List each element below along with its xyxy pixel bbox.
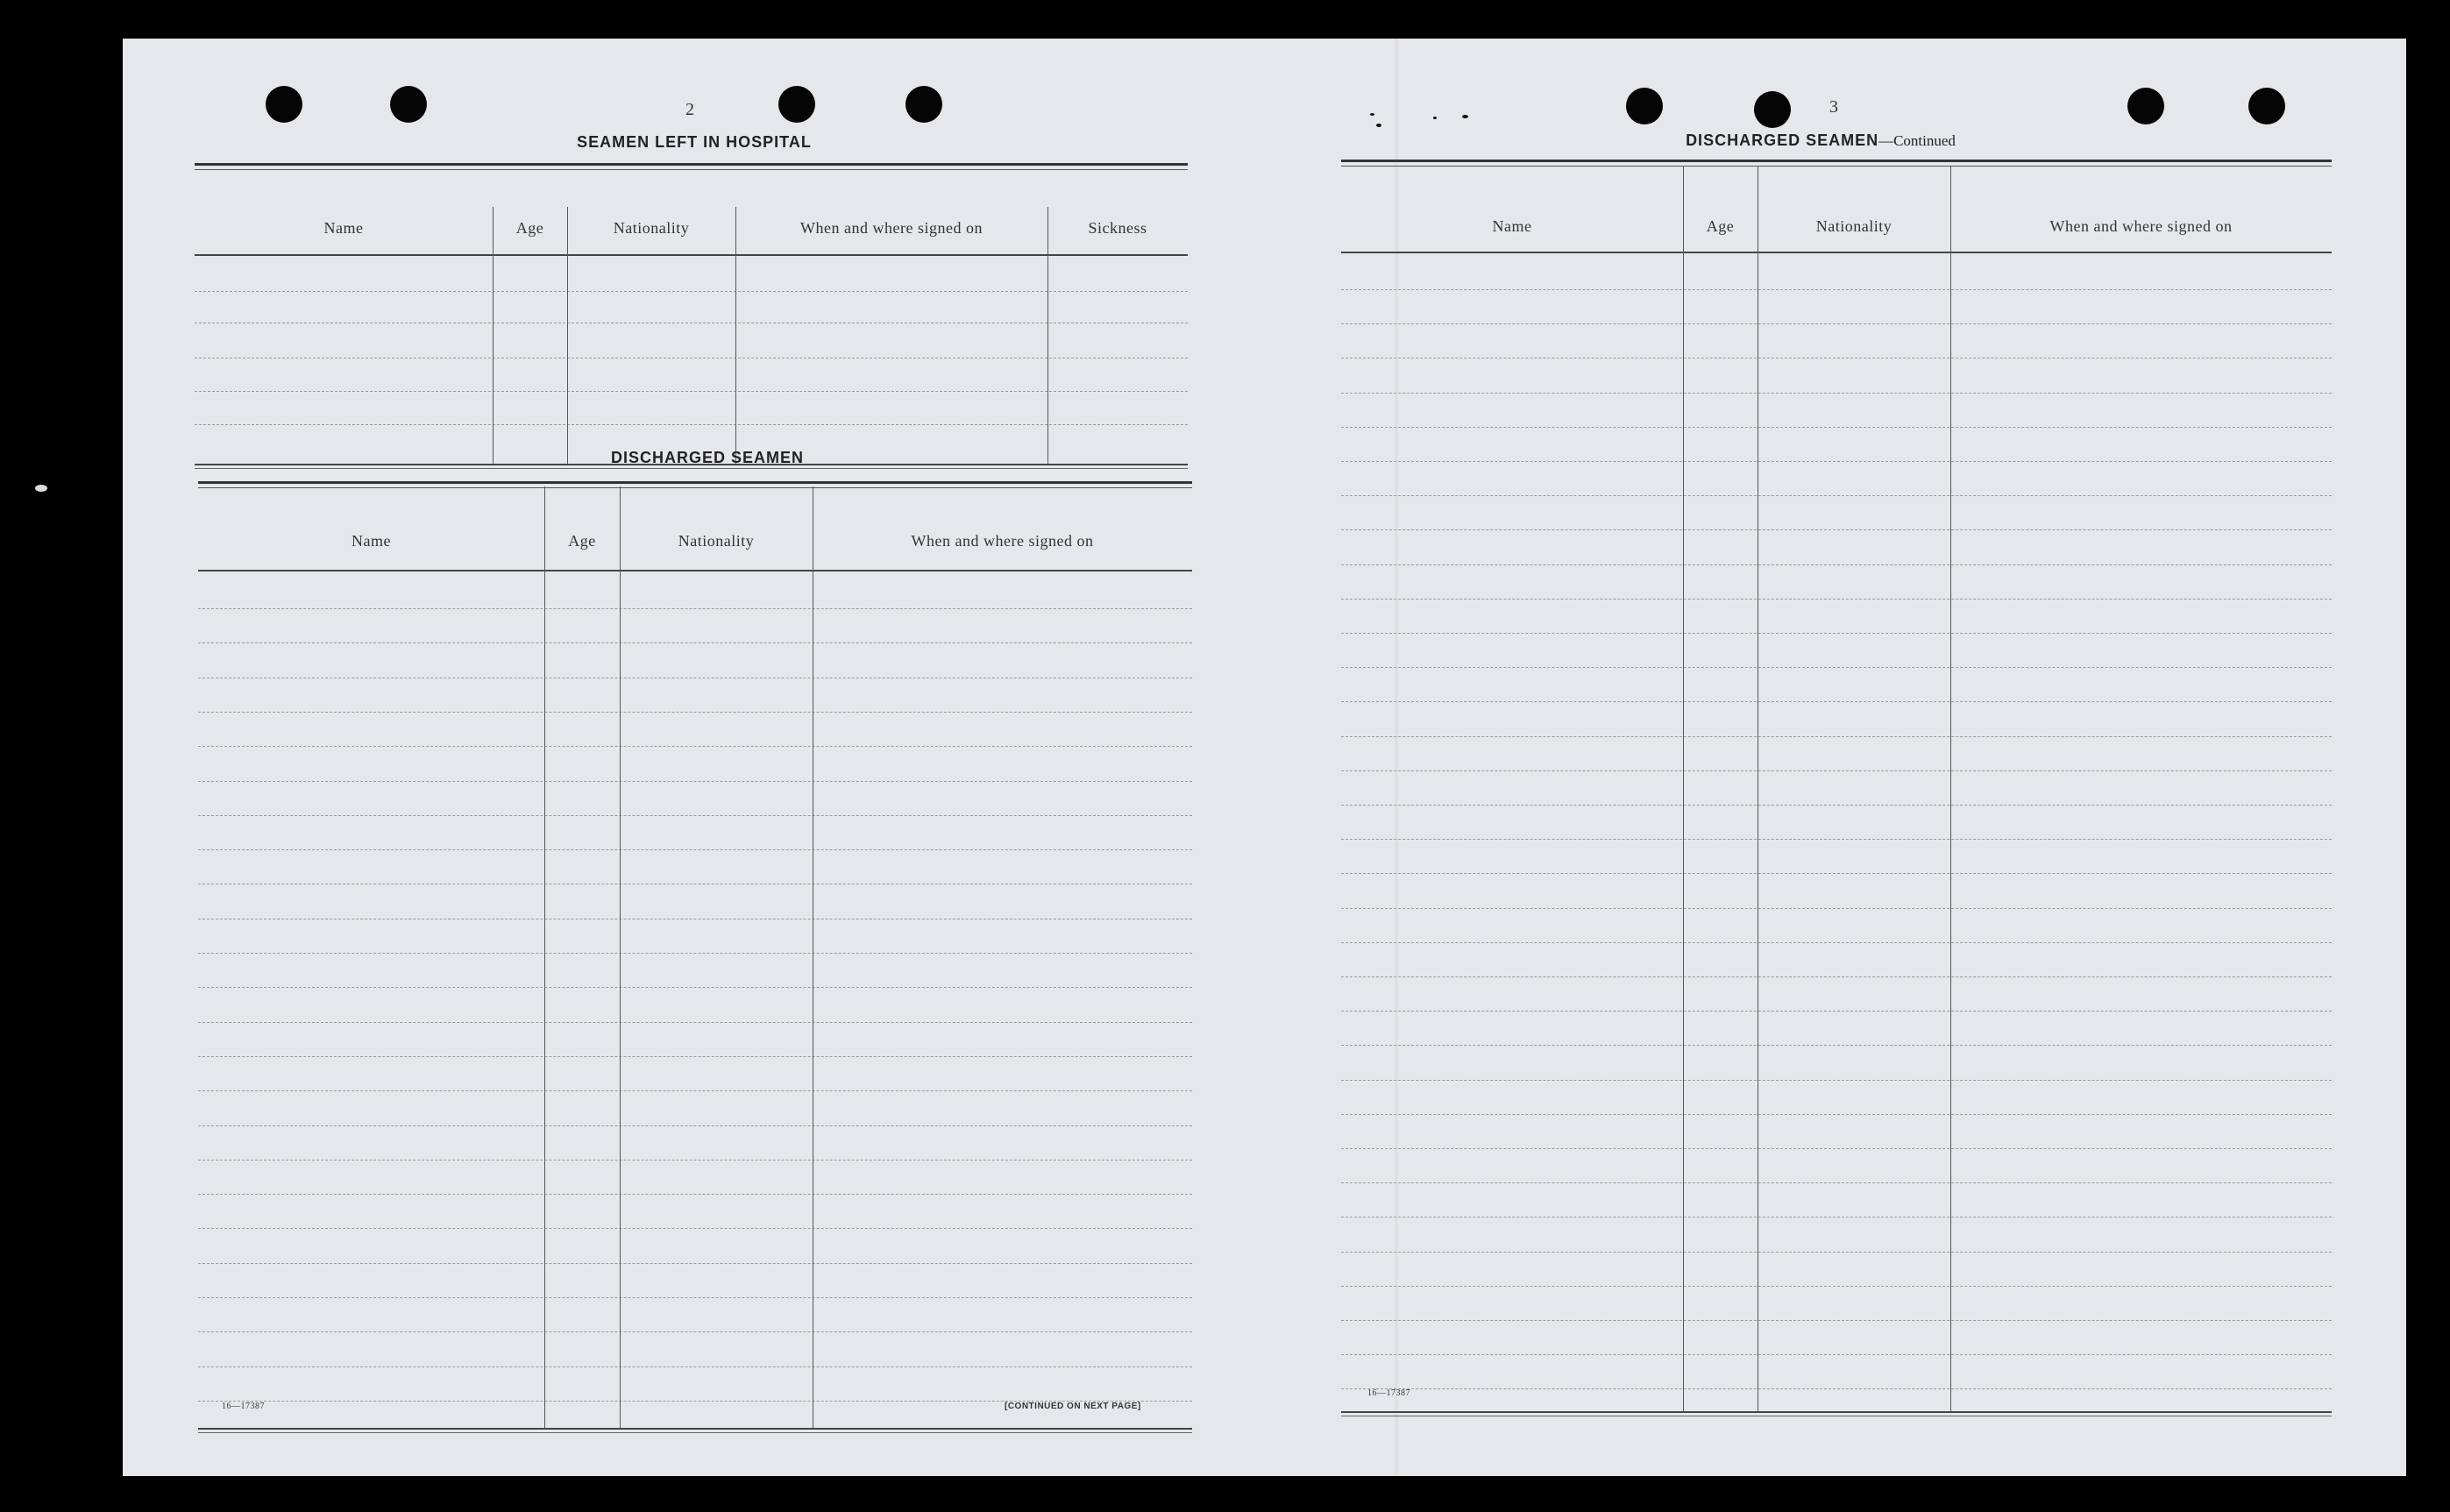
table-row xyxy=(1341,1286,2332,1287)
form-code: 16—17387 xyxy=(222,1402,265,1411)
table-row xyxy=(198,1297,1192,1298)
table-row xyxy=(198,1228,1192,1229)
column-header-age: Age xyxy=(1706,217,1735,235)
table-row xyxy=(198,953,1192,954)
discharged-table-right xyxy=(1341,160,2332,1422)
hospital-section-title: SEAMEN LEFT IN HOSPITAL xyxy=(577,133,812,151)
table-row xyxy=(198,1366,1192,1367)
header-rule xyxy=(198,570,1192,571)
table-row xyxy=(1341,289,2332,290)
table-row xyxy=(195,291,1188,292)
column-header-nationality: Nationality xyxy=(678,532,755,550)
table-top-rule xyxy=(195,163,1188,166)
page-number: 2 xyxy=(685,100,695,119)
column-header-age: Age xyxy=(568,532,596,550)
table-row xyxy=(198,1160,1192,1161)
table-row xyxy=(1341,1114,2332,1115)
table-row xyxy=(198,987,1192,988)
punch-hole-icon xyxy=(905,86,942,123)
table-row xyxy=(1341,873,2332,874)
table-bottom-rule xyxy=(1341,1411,2332,1413)
table-row xyxy=(1341,1320,2332,1321)
table-row xyxy=(198,712,1192,713)
table-row xyxy=(1341,1148,2332,1149)
discharged-continued-title xyxy=(1686,131,1956,150)
column-divider xyxy=(1047,207,1048,464)
discharged-table-left xyxy=(198,481,1192,1437)
table-row xyxy=(198,781,1192,782)
column-divider xyxy=(1950,167,1951,1411)
table-row xyxy=(198,1090,1192,1091)
section-title-text: DISCHARGED SEAMEN xyxy=(1686,131,1879,149)
table-row xyxy=(1341,1354,2332,1355)
table-row xyxy=(1341,942,2332,943)
table-row xyxy=(1341,736,2332,737)
column-header-age: Age xyxy=(515,219,544,237)
table-row xyxy=(1341,1045,2332,1046)
column-divider xyxy=(567,207,568,464)
column-header-when-where: When and where signed on xyxy=(800,219,983,237)
table-row xyxy=(198,608,1192,609)
table-row xyxy=(195,391,1188,392)
header-rule xyxy=(1341,252,2332,253)
hospital-table xyxy=(195,163,1188,470)
table-row xyxy=(198,1331,1192,1332)
ink-speck xyxy=(1370,113,1374,116)
table-row xyxy=(198,642,1192,643)
section-title-suffix: —Continued xyxy=(1878,132,1956,149)
column-divider xyxy=(544,486,545,1428)
table-row xyxy=(1341,701,2332,702)
header-rule xyxy=(195,254,1188,256)
table-row xyxy=(1341,1182,2332,1183)
column-header-name: Name xyxy=(323,219,364,237)
table-row xyxy=(1341,599,2332,600)
table-row xyxy=(1341,908,2332,909)
table-top-rule xyxy=(1341,160,2332,162)
punch-hole-icon xyxy=(778,86,815,123)
table-row xyxy=(1341,1252,2332,1253)
ink-speck xyxy=(1433,117,1437,119)
table-row xyxy=(198,1263,1192,1264)
table-row xyxy=(1341,393,2332,394)
punch-hole-icon xyxy=(390,86,427,123)
margin-mark xyxy=(35,485,47,492)
table-row xyxy=(195,424,1188,425)
form-sheet xyxy=(123,39,2406,1476)
column-header-name: Name xyxy=(352,532,391,550)
table-row xyxy=(1341,976,2332,977)
table-row xyxy=(1341,323,2332,324)
column-header-nationality: Nationality xyxy=(613,219,690,237)
column-divider xyxy=(1683,167,1684,1411)
column-divider xyxy=(493,207,494,464)
column-divider xyxy=(735,207,736,464)
continued-note: [CONTINUED ON NEXT PAGE] xyxy=(1005,1402,1141,1411)
table-row xyxy=(1341,427,2332,428)
table-row xyxy=(198,1194,1192,1195)
ink-speck xyxy=(1462,115,1468,118)
table-row xyxy=(198,1125,1192,1126)
table-top-rule xyxy=(198,481,1192,484)
table-row xyxy=(198,815,1192,816)
table-row xyxy=(198,1022,1192,1023)
table-row xyxy=(1341,461,2332,462)
table-row xyxy=(1341,495,2332,496)
column-header-sickness: Sickness xyxy=(1088,219,1147,237)
column-header-when-where: When and where signed on xyxy=(2049,217,2233,235)
punch-hole-icon xyxy=(1626,88,1663,124)
form-code: 16—17387 xyxy=(1367,1388,1410,1398)
table-row xyxy=(1341,564,2332,565)
table-row xyxy=(1341,805,2332,806)
table-row xyxy=(198,849,1192,850)
table-row xyxy=(198,1056,1192,1057)
punch-hole-icon xyxy=(1754,91,1791,128)
punch-hole-icon xyxy=(2127,88,2164,124)
table-row xyxy=(198,746,1192,747)
table-bottom-rule xyxy=(198,1428,1192,1430)
table-row xyxy=(1341,1011,2332,1012)
punch-hole-icon xyxy=(2248,88,2285,124)
table-row xyxy=(1341,667,2332,668)
page-number: 3 xyxy=(1829,97,1839,117)
table-row xyxy=(1341,770,2332,771)
ink-speck xyxy=(1376,124,1381,127)
table-row xyxy=(1341,1080,2332,1081)
punch-hole-icon xyxy=(266,86,302,123)
column-header-nationality: Nationality xyxy=(1815,217,1893,235)
column-divider xyxy=(620,486,621,1428)
column-header-name: Name xyxy=(1492,217,1532,235)
table-row xyxy=(1341,529,2332,530)
table-row xyxy=(1341,633,2332,634)
table-row xyxy=(1341,839,2332,840)
column-header-when-where: When and where signed on xyxy=(911,532,1094,550)
table-row xyxy=(1341,1388,2332,1389)
discharged-section-title: DISCHARGED SEAMEN xyxy=(610,449,805,466)
